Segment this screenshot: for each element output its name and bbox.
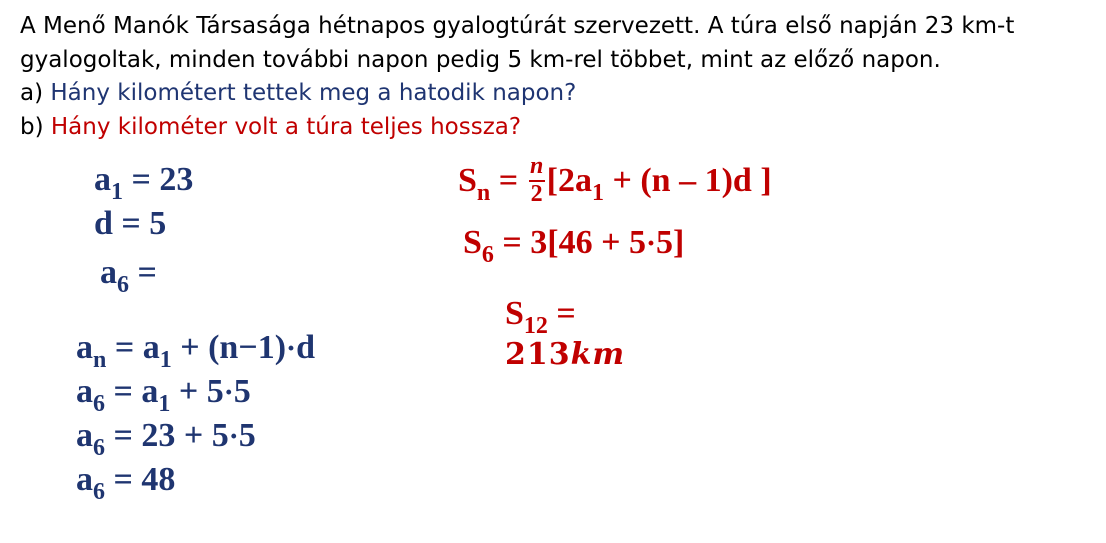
sum-formula-part: [2a	[546, 161, 592, 199]
given-a1-sub: 1	[111, 179, 123, 205]
derivation-3-sub: 6	[93, 435, 105, 461]
derivation-3-var: a	[76, 417, 93, 454]
derivation-4-sub: 6	[93, 479, 105, 505]
derivation-1-part: 1)	[257, 329, 287, 366]
problem-line-1: A Menő Manók Társasága hétnapos gyalogtúrát szervezett. A túra első napján 23 km-t	[20, 13, 1015, 39]
question-b-prefix: b)	[20, 113, 51, 140]
question-b-text: Hány kilométer volt a túra teljes hossza?	[50, 113, 522, 140]
given-a1	[94, 161, 194, 205]
sum-formula-sub: n	[476, 179, 491, 206]
derivation-line-3	[76, 417, 256, 461]
s12-line	[505, 295, 576, 339]
fraction-denominator: 2	[530, 181, 543, 207]
fraction-numerator: n	[529, 153, 544, 179]
derivation-line-2	[76, 373, 251, 417]
sum-formula	[458, 153, 772, 207]
s6-line	[463, 224, 685, 268]
question-b	[20, 111, 1100, 145]
derivation-2-var: a	[76, 373, 93, 410]
question-a	[20, 77, 1100, 111]
given-a1-rhs: = 23	[123, 161, 194, 198]
s6-sub: 6	[481, 242, 494, 268]
question-a-text: Hány kilométert tettek meg a hatodik napon?	[50, 80, 577, 106]
derivation-3-part: 5	[238, 417, 256, 454]
sum-formula-eq: =	[490, 161, 527, 199]
derivation-2-sub: 6	[93, 391, 105, 417]
derivation-3-part: = 23 + 5	[105, 417, 229, 454]
s6-dot: ·	[646, 227, 657, 260]
derivation-2-part: = a	[105, 373, 159, 410]
derivation-1-part-sub: 1	[159, 347, 172, 373]
sum-formula-part: + (n – 1)d ]	[603, 161, 772, 199]
s12-sub: 12	[523, 313, 548, 339]
question-a-prefix: a)	[20, 80, 51, 106]
derivation-line-1	[76, 329, 315, 373]
s6-var: S	[463, 224, 482, 261]
derivation-line-4	[76, 461, 176, 505]
derivation-2-dot: ·	[223, 376, 234, 409]
derivation-1-dot: ·	[286, 332, 297, 365]
sum-formula-part-sub: 1	[591, 179, 604, 206]
derivation-4-part: = 48	[105, 461, 176, 498]
result-unit: km	[570, 337, 626, 372]
sum-formula-var: S	[458, 161, 477, 199]
derivation-2-part: + 5	[170, 373, 224, 410]
problem-line-2: gyalogoltak, minden további napon pedig 5 km-rel többet, mint az előző napon.	[20, 46, 941, 73]
derivation-3-dot: ·	[228, 420, 239, 453]
derivation-2-part-sub: 1	[158, 391, 171, 417]
s12-eq: =	[547, 295, 576, 332]
s6-part: = 3[46 + 5	[493, 224, 646, 261]
s12-var: S	[505, 295, 524, 332]
derivation-1-part: d	[296, 329, 315, 366]
given-d: d = 5	[94, 205, 167, 242]
derivation-4-var: a	[76, 461, 93, 498]
derivation-1-sub: n	[93, 347, 107, 373]
derivation-1-part: = a	[106, 329, 160, 366]
n-over-2-fraction	[528, 153, 546, 207]
given-a6-var: a	[100, 254, 117, 291]
derivation-2-part: 5	[233, 373, 251, 410]
given-a6-rhs: =	[129, 254, 157, 291]
problem-statement	[20, 10, 1100, 144]
derivation-1-part: + (n−	[171, 329, 258, 366]
result-number: 213	[505, 337, 571, 372]
given-a6-sub: 6	[117, 272, 129, 298]
given-a1-var: a	[94, 161, 111, 198]
derivation-1-var: a	[76, 329, 93, 366]
given-a6	[100, 254, 157, 298]
s6-part: 5]	[656, 224, 685, 261]
total-distance-result	[505, 337, 626, 372]
